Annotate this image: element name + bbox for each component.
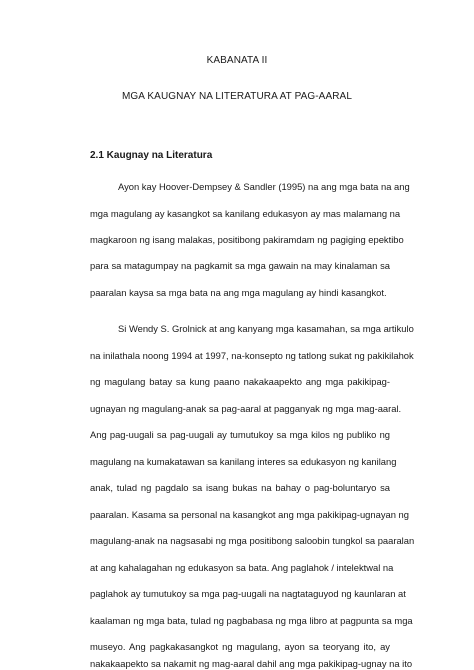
paragraph-line: paaralan kaysa sa mga bata na ang mga magulang ay hindi kasangkot. bbox=[90, 287, 387, 298]
paragraph-line: ng magulang batay sa kung paano nakakaapekto ang mga pakikipag- bbox=[90, 376, 390, 387]
paragraph-line: museyo. Ang pagkakasangkot ng magulang, ayon sa teoryang ito, ay bbox=[90, 641, 390, 652]
section-title: 2.1 Kaugnay na Literatura bbox=[90, 150, 213, 161]
paragraph-line: Ayon kay Hoover-Dempsey & Sandler (1995) na ang mga bata na ang bbox=[118, 181, 410, 192]
paragraph-line: ugnayan ng magulang-anak sa pag-aaral at pagganyak ng mga mag-aaral. bbox=[90, 403, 402, 414]
paragraph-line: anak, tulad ng pagdalo sa isang bukas na bahay o pag-boluntaryo sa bbox=[90, 482, 390, 493]
paragraph-line: at ang kahalagahan ng edukasyon sa bata. Ang paglahok / intelektwal na bbox=[90, 562, 394, 573]
paragraph-line: paaralan. Kasama sa personal na kasangkot ang mga pakikipag-ugnayan ng bbox=[90, 509, 409, 520]
paragraph-line: na inilathala noong 1994 at 1997, na-konsepto ng tatlong sukat ng pakikilahok bbox=[90, 350, 414, 361]
paragraph-line: kaalaman ng mga bata, tulad ng pagbabasa ng mga libro at pagpunta sa mga bbox=[90, 615, 413, 626]
paragraph-line: magkaroon ng isang malakas, positibong pakiramdam ng pagiging epektibo bbox=[90, 234, 404, 245]
paragraph-line: nakakaapekto sa nakamit ng mag-aaral dahil ang mga pakikipag-ugnay na ito bbox=[90, 658, 413, 669]
chapter-label: KABANATA II bbox=[206, 55, 268, 66]
chapter-title: MGA KAUGNAY NA LITERATURA AT PAG-AARAL bbox=[122, 91, 352, 102]
paragraph-line: para sa matagumpay na pagkamit sa mga gawain na may kinalaman sa bbox=[90, 260, 390, 271]
paragraph-line: magulang-anak na nagsasabi ng mga positibong saloobin tungkol sa paaralan bbox=[90, 535, 415, 546]
paragraph-line: magulang na kumakatawan sa kanilang interes sa edukasyon ng kanilang bbox=[90, 456, 397, 467]
paragraph-line: mga magulang ay kasangkot sa kanilang edukasyon ay mas malamang na bbox=[90, 208, 401, 219]
paragraph-line: Si Wendy S. Grolnick at ang kanyang mga kasamahan, sa mga artikulo bbox=[118, 323, 414, 334]
paragraph-line: paglahok ay tumutukoy sa mga pag-uugali na nagtataguyod ng kaunlaran at bbox=[90, 588, 406, 599]
paragraph-line: Ang pag-uugali sa pag-uugali ay tumutukoy sa mga kilos ng publiko ng bbox=[90, 429, 390, 440]
